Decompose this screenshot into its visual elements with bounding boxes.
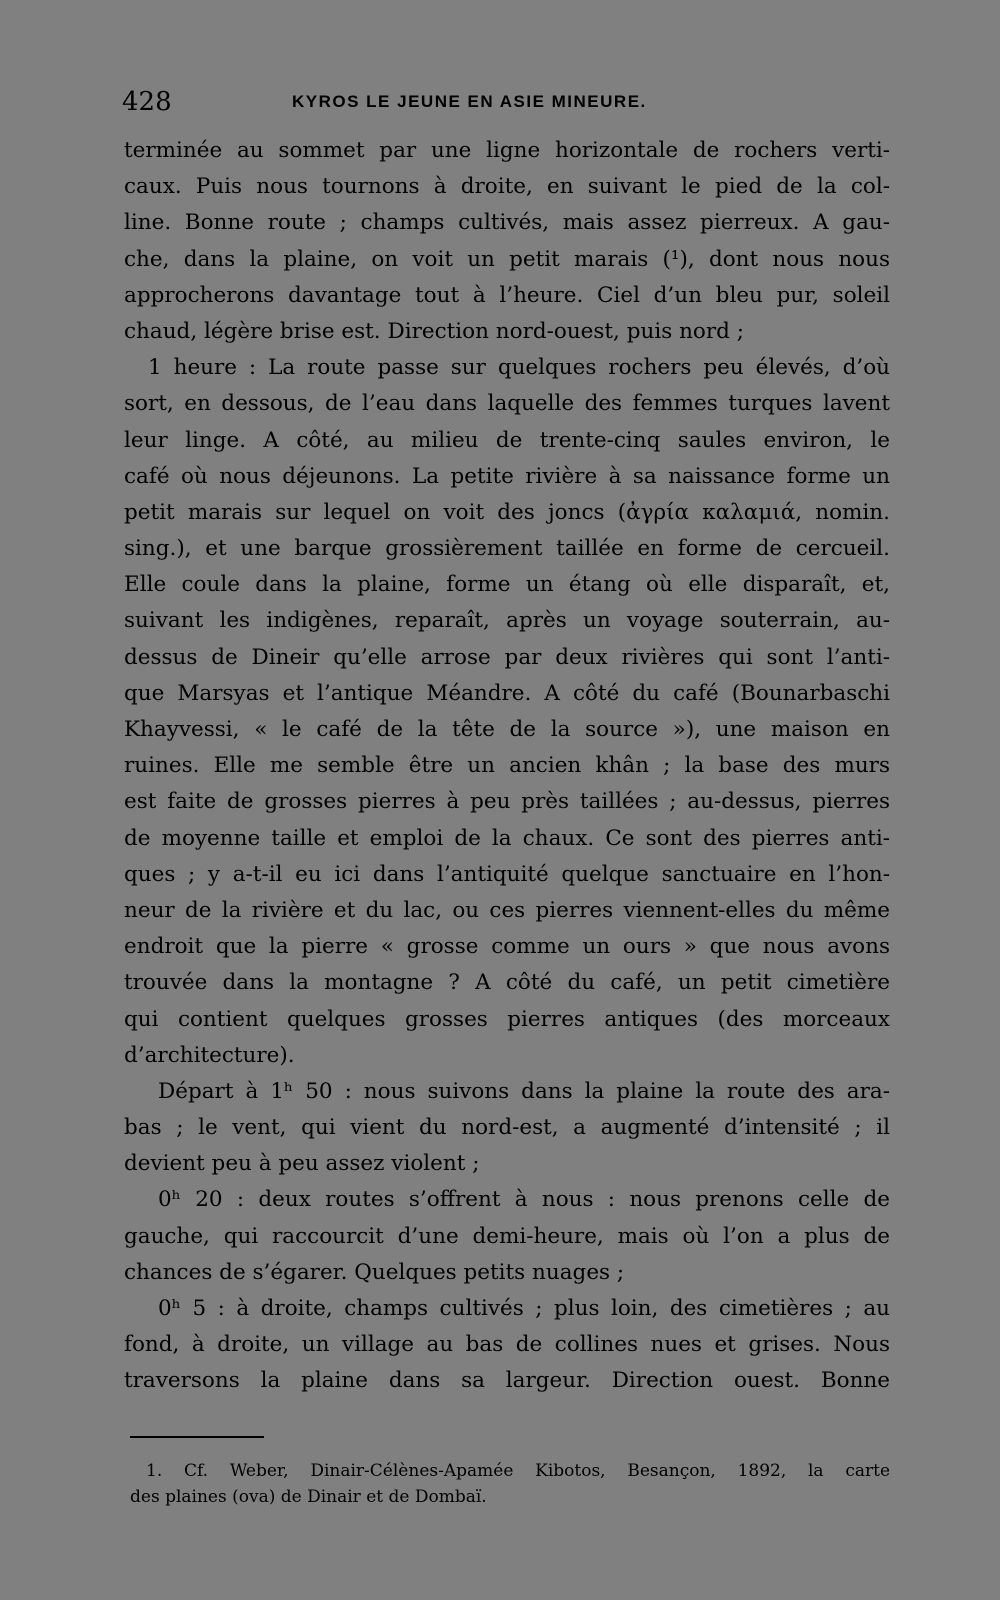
body-text: [124, 133, 890, 1400]
text-line: devient peu à peu assez violent ;: [124, 1151, 480, 1177]
text-line: est faite de grosses pierres à peu près taillées ; au-dessus, pierres: [124, 789, 890, 815]
text-line: suivant les indigènes, reparaît, après un voyage souterrain, au-: [124, 608, 890, 634]
text-line: ruines. Elle me semble être un ancien khân ; la base des murs: [124, 753, 890, 779]
text-line: Khayvessi, « le café de la tête de la source »), une maison en: [124, 717, 890, 742]
text-line: terminée au sommet par une ligne horizontale de rochers verti-: [124, 138, 890, 163]
text-line: café où nous déjeunons. La petite rivière à sa naissance forme un: [124, 463, 890, 489]
page-number: 428: [122, 87, 172, 117]
footnote-line: des plaines (ova) de Dinair et de Dombaï.: [130, 1487, 487, 1507]
text-line: ques ; y a-t-il eu ici dans l’antiquité quelque sanctuaire en l’hon-: [124, 861, 890, 887]
footnote-divider: [130, 1436, 264, 1438]
text-line: approcherons davantage tout à l’heure. Ciel d’un bleu pur, soleil: [124, 282, 890, 308]
text-line: chances de s’égarer. Quelques petits nuages ;: [124, 1259, 625, 1285]
text-line: d’architecture).: [124, 1042, 295, 1068]
text-line: qui contient quelques grosses pierres antiques (des morceaux: [124, 1006, 890, 1032]
text-line: line. Bonne route ; champs cultivés, mais assez pierreux. A gau-: [124, 210, 890, 236]
text-line: che, dans la plaine, on voit un petit marais (¹), dont nous nous: [124, 246, 890, 272]
text-line: 0ʰ 20 : deux routes s’offrent à nous : nous prenons celle de: [158, 1187, 890, 1213]
text-line: Elle coule dans la plaine, forme un étang où elle disparaît, et,: [124, 572, 890, 598]
text-line: trouvée dans la montagne ? A côté du café, un petit cimetière: [124, 970, 890, 996]
text-line: sing.), et une barque grossièrement taillée en forme de cercueil.: [124, 536, 890, 562]
text-line: leur linge. A côté, au milieu de trente-cinq saules environ, le: [124, 427, 890, 453]
text-line: endroit que la pierre « grosse comme un ours » que nous avons: [124, 934, 890, 960]
text-line: neur de la rivière et du lac, ou ces pierres viennent-elles du même: [124, 897, 890, 923]
text-line: caux. Puis nous tournons à droite, en suivant le pied de la col-: [124, 174, 890, 200]
text-line: 0ʰ 5 : à droite, champs cultivés ; plus loin, des cimetières ; au: [158, 1296, 890, 1321]
text-line: que Marsyas et l’antique Méandre. A côté du café (Bounarbaschi: [124, 680, 890, 706]
running-title: KYROS LE JEUNE EN ASIE MINEURE.: [292, 92, 647, 111]
text-line: fond, à droite, un village au bas de collines nues et grises. Nous: [124, 1332, 890, 1358]
text-line: Départ à 1ʰ 50 : nous suivons dans la plaine la route des ara-: [158, 1078, 890, 1104]
text-line: 1 heure : La route passe sur quelques rochers peu élevés, d’où: [148, 355, 890, 381]
text-line: de moyenne taille et emploi de la chaux. Ce sont des pierres anti-: [124, 825, 890, 851]
text-line: sort, en dessous, de l’eau dans laquelle des femmes turques lavent: [124, 391, 890, 417]
footnote-line: 1. Cf. Weber, Dinair-Célènes-Apamée Kibotos, Besançon, 1892, la carte: [146, 1461, 890, 1481]
footnotes: [130, 1458, 890, 1510]
text-line: gauche, qui raccourcit d’une demi-heure, mais où l’on a plus de: [124, 1223, 890, 1249]
page-header: [122, 84, 892, 120]
text-line: bas ; le vent, qui vient du nord-est, a augmenté d’intensité ; il: [124, 1115, 890, 1141]
text-line: traversons la plaine dans sa largeur. Direction ouest. Bonne: [124, 1368, 890, 1394]
text-line: petit marais sur lequel on voit des joncs (ἀγρία καλαμιά, nomin.: [124, 499, 890, 525]
text-line: dessus de Dineir qu’elle arrose par deux rivières qui sont l’anti-: [124, 644, 890, 670]
text-line: chaud, légère brise est. Direction nord-ouest, puis nord ;: [124, 318, 744, 344]
